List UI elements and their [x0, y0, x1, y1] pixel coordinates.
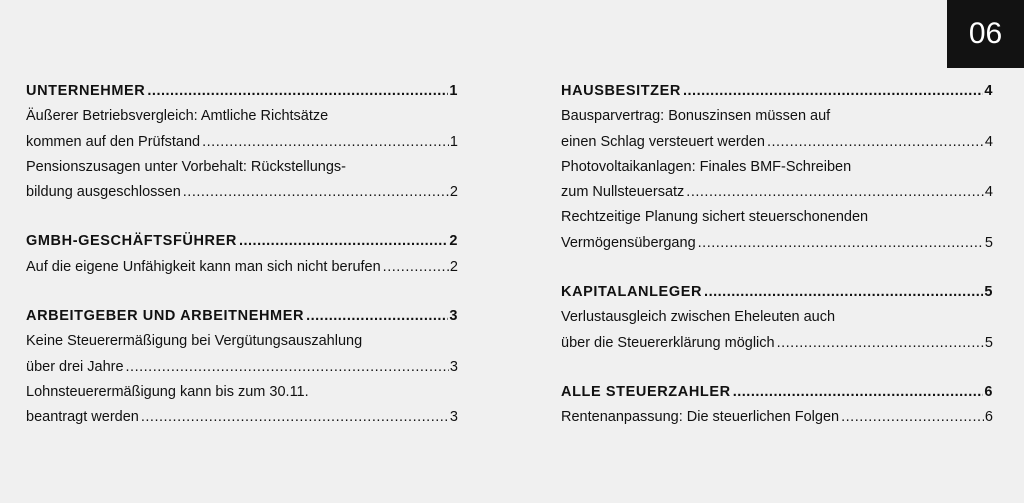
toc-entry-line[interactable]: [561, 231, 993, 256]
page-ref: 4: [984, 184, 993, 201]
section-heading[interactable]: [26, 79, 458, 104]
page-ref: 3: [449, 409, 458, 426]
toc-right-column: [561, 79, 993, 455]
toc-entry-text: Vermögensübergang: [561, 234, 696, 251]
toc-entry-line[interactable]: [561, 130, 993, 155]
dot-leader: [777, 331, 984, 356]
toc-entry-text: bildung ausgeschlossen: [26, 184, 181, 201]
page-ref: 4: [984, 83, 993, 99]
dot-leader: [141, 405, 449, 430]
dot-leader: [183, 180, 449, 205]
toc-entry-line[interactable]: [26, 155, 458, 180]
section-heading-text: GMBH-GESCHÄFTSFÜHRER: [26, 233, 237, 250]
toc-entry-text: kommen auf den Prüfstand: [26, 133, 201, 150]
toc-entry-line[interactable]: [26, 355, 458, 380]
section-heading[interactable]: [26, 304, 458, 329]
dot-leader: [202, 130, 449, 155]
toc-entry-text: Keine Steuerermäßigung bei Vergütungsauszahlung: [26, 333, 363, 350]
page-ref: 5: [984, 234, 993, 251]
toc-section: [26, 229, 458, 280]
toc-entry-text: Auf die eigene Unfähigkeit kann man sich nicht berufen: [26, 258, 381, 275]
section-heading-text: KAPITALANLEGER: [561, 284, 703, 301]
dot-leader: [704, 280, 983, 305]
page-ref: 1: [449, 133, 458, 150]
toc-entry-text: Verlustausgleich zwischen Eheleuten auch: [561, 309, 836, 326]
dot-leader: [841, 405, 984, 430]
toc-entry-line[interactable]: [561, 305, 993, 330]
toc-entry-line[interactable]: [561, 205, 993, 230]
toc-entry-line[interactable]: [561, 104, 993, 129]
page-number-badge: 06: [947, 0, 1024, 68]
page-ref: 5: [984, 284, 993, 301]
page-ref: 3: [449, 358, 458, 375]
section-heading-text: ARBEITGEBER UND ARBEITNEHMER: [26, 308, 305, 325]
toc-entry-line[interactable]: [561, 405, 993, 430]
toc-entry-text: Bausparvertrag: Bonuszinsen müssen auf: [561, 108, 831, 125]
toc-entry-text: beantragt werden: [26, 409, 139, 426]
toc-entry-line[interactable]: [26, 255, 458, 280]
page-ref: 2: [449, 233, 458, 250]
toc-entry-text: Lohnsteuerermäßigung kann bis zum 30.11.: [26, 383, 309, 400]
toc-entry-text: Pensionszusagen unter Vorbehalt: Rückstellungs-: [26, 158, 346, 175]
section-heading-text: ALLE STEUERZAHLER: [561, 383, 731, 400]
toc-entry-text: über die Steuererklärung möglich: [561, 334, 775, 351]
section-heading-text: UNTERNEHMER: [26, 83, 146, 99]
toc-entry-line[interactable]: [561, 331, 993, 356]
page-ref: 2: [449, 258, 458, 275]
dot-leader: [239, 229, 448, 254]
page-ref: 5: [984, 334, 993, 351]
dot-leader: [383, 255, 449, 280]
toc-entry-line[interactable]: [26, 380, 458, 405]
toc-entry-text: Äußerer Betriebsvergleich: Amtliche Richtsätze: [26, 108, 329, 125]
toc-entry-text: zum Nullsteuersatz: [561, 184, 685, 201]
toc-entry-text: Rechtzeitige Planung sichert steuerschonenden: [561, 209, 869, 226]
toc-section: [26, 79, 458, 205]
section-heading[interactable]: [26, 229, 458, 254]
toc-entry-line[interactable]: [561, 155, 993, 180]
page-ref: 1: [449, 83, 458, 99]
page-ref: 6: [984, 409, 993, 426]
toc-entry-line[interactable]: [26, 104, 458, 129]
section-heading[interactable]: [561, 79, 993, 104]
toc-entry-text: Photovoltaikanlagen: Finales BMF-Schreiben: [561, 158, 852, 175]
toc-entry-text: über drei Jahre: [26, 358, 124, 375]
toc-section: [561, 380, 993, 431]
dot-leader: [306, 304, 448, 329]
page-ref: 4: [984, 133, 993, 150]
dot-leader: [733, 380, 984, 405]
toc-section: [561, 79, 993, 256]
dot-leader: [698, 231, 984, 256]
toc-entry-line[interactable]: [26, 329, 458, 354]
dot-leader: [767, 130, 984, 155]
dot-leader: [147, 79, 448, 104]
toc-entry-line[interactable]: [26, 180, 458, 205]
section-heading-text: HAUSBESITZER: [561, 83, 681, 99]
dot-leader: [686, 180, 984, 205]
toc-entry-text: Rentenanpassung: Die steuerlichen Folgen: [561, 409, 840, 426]
toc-left-column: [26, 79, 458, 455]
toc-section: [561, 280, 993, 356]
page-ref: 6: [984, 383, 993, 400]
dot-leader: [683, 79, 983, 104]
page-ref: 2: [449, 184, 458, 201]
page-ref: 3: [449, 308, 458, 325]
toc-entry-line[interactable]: [26, 130, 458, 155]
toc-entry-line[interactable]: [26, 405, 458, 430]
toc-entry-text: einen Schlag versteuert werden: [561, 133, 765, 150]
section-heading[interactable]: [561, 280, 993, 305]
toc-entry-line[interactable]: [561, 180, 993, 205]
toc-section: [26, 304, 458, 430]
section-heading[interactable]: [561, 380, 993, 405]
dot-leader: [126, 355, 449, 380]
